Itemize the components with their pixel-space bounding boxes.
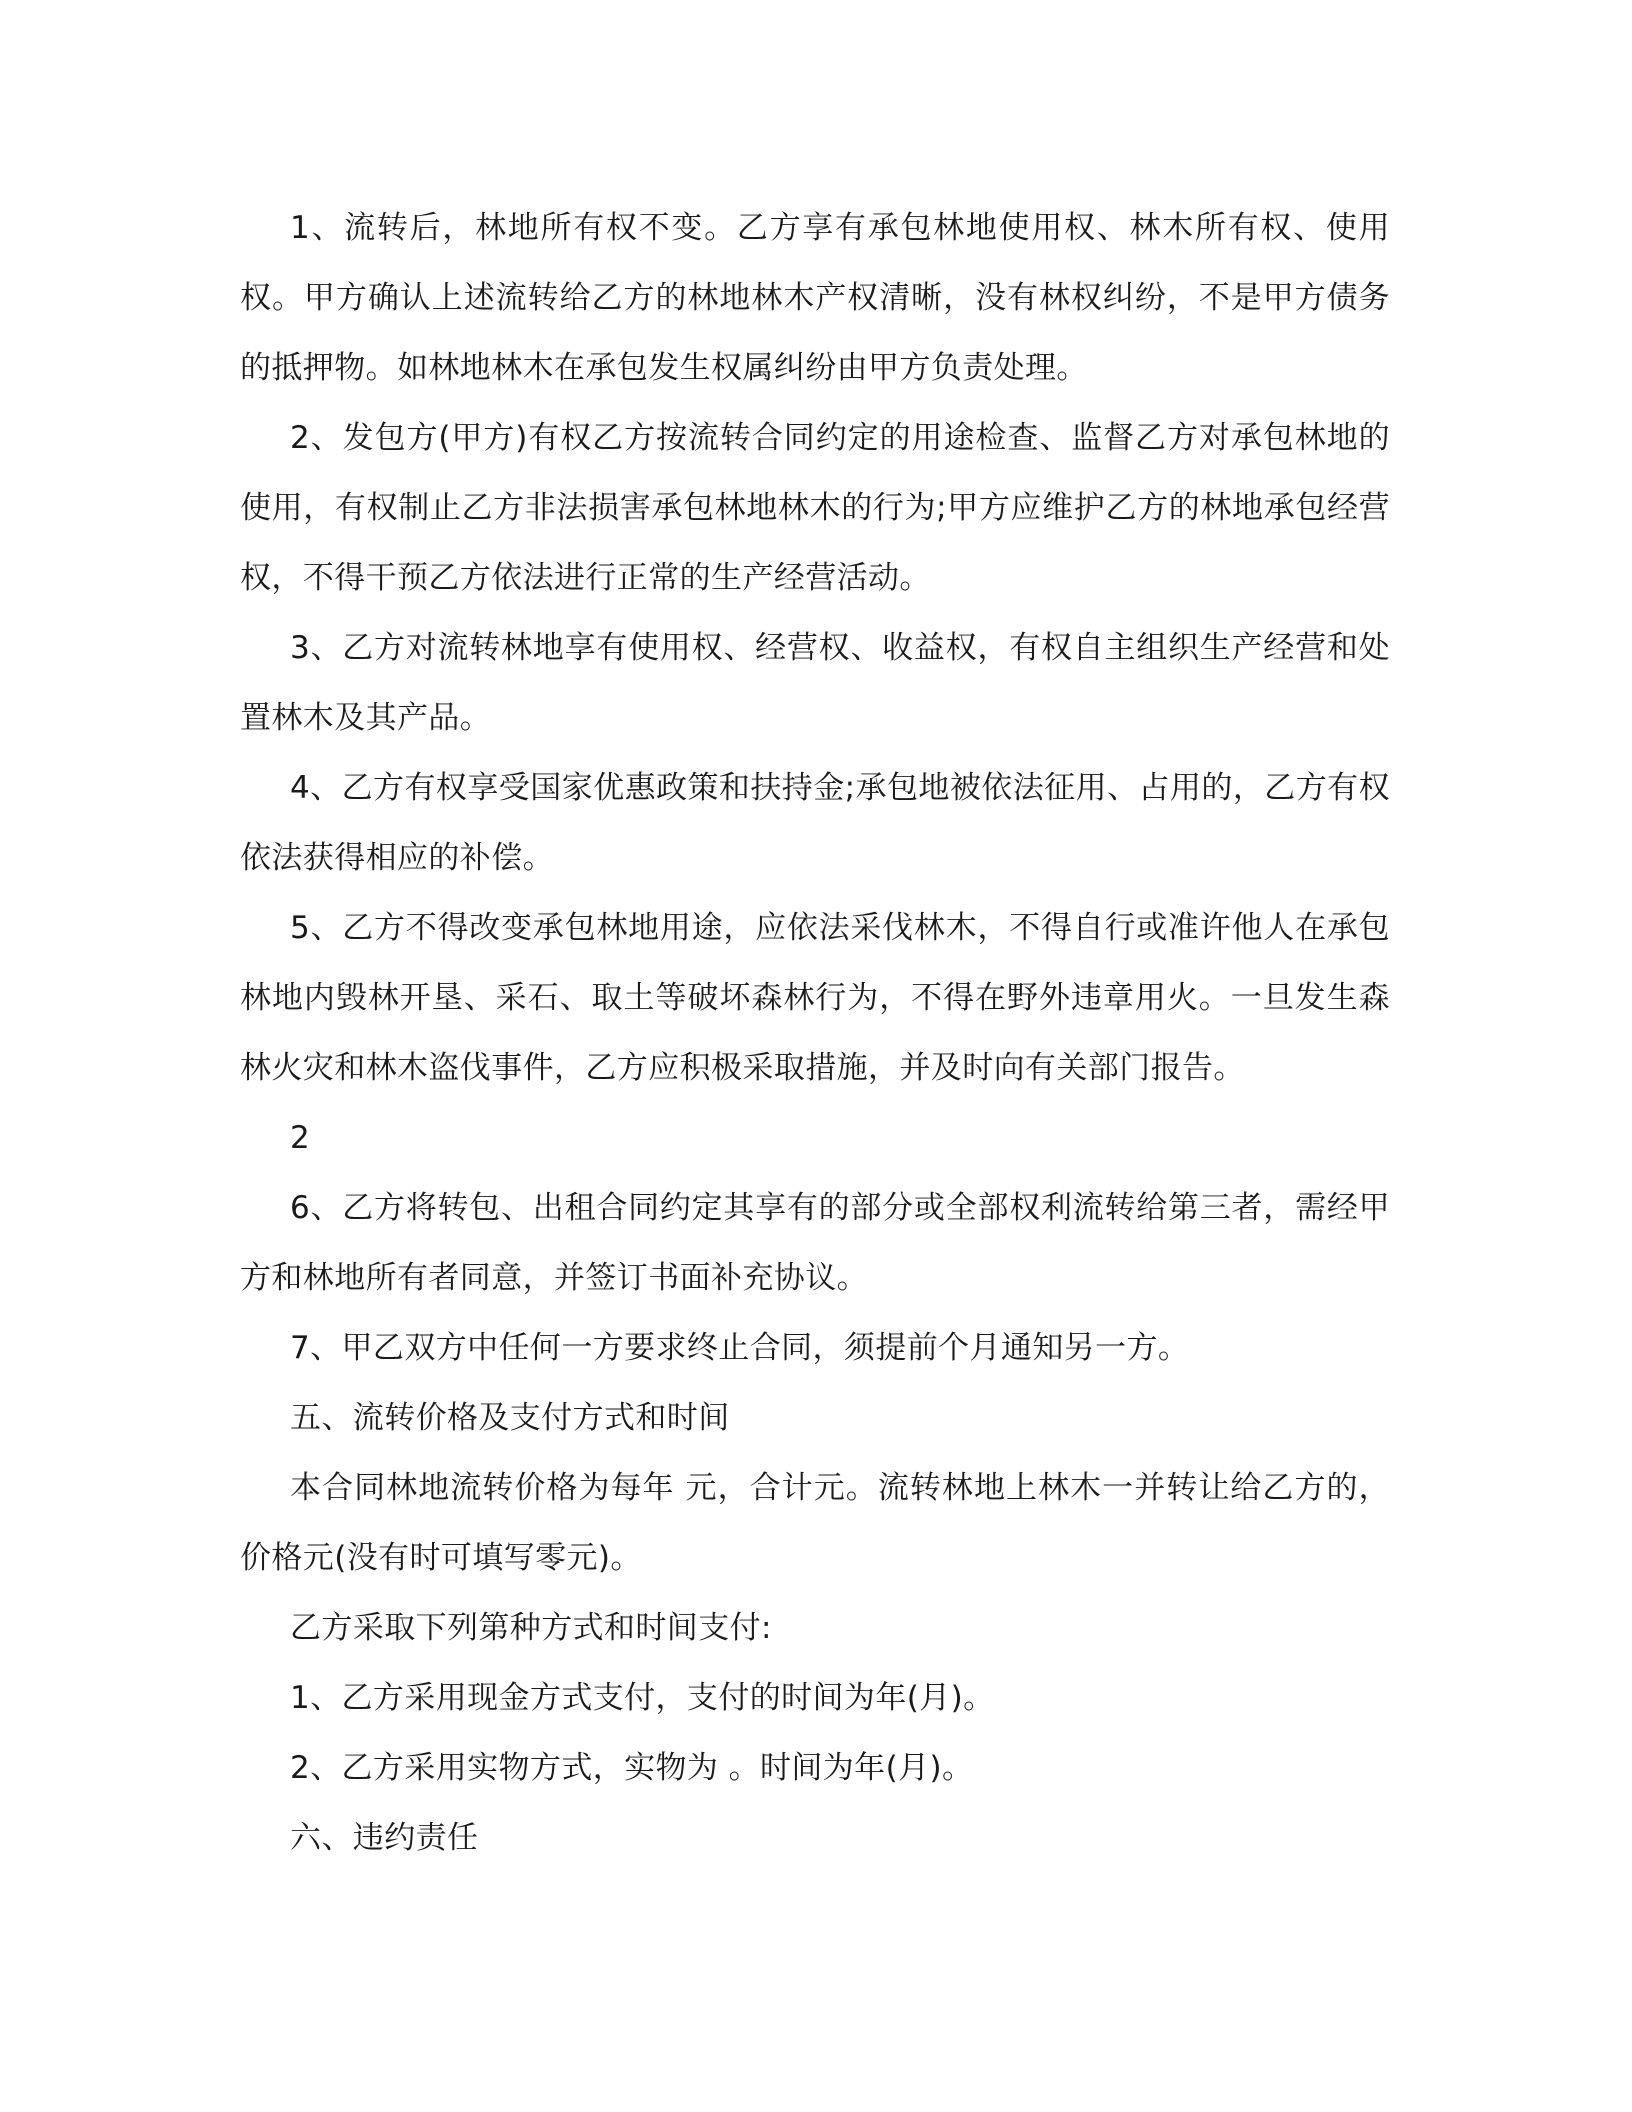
page-number: 2 bbox=[290, 1120, 311, 1156]
clause-6: 6、乙方将转包、出租合同约定其享有的部分或全部权利流转给第三者，需经甲方和林地所有者同意，并签订书面补充协议。 bbox=[240, 1190, 1390, 1296]
clause-5: 5、乙方不得改变承包林地用途，应依法采伐林木，不得自行或准许他人在承包林地内毁林开垦、采石、取土等破坏森林行为，不得在野外违章用火。一旦发生森林火灾和林木盗伐事件，乙方应积极采取措施，并及时向有关部门报告。 bbox=[240, 910, 1390, 1086]
payment-option-2: 2、乙方采用实物方式，实物为 。时间为年(月)。 bbox=[290, 1750, 974, 1786]
clause-3: 3、乙方对流转林地享有使用权、经营权、收益权，有权自主组织生产经营和处置林木及其产品。 bbox=[240, 630, 1390, 736]
price-paragraph: 本合同林地流转价格为每年 元，合计元。流转林地上林木一并转让给乙方的，价格元(没有时可填写零元)。 bbox=[240, 1470, 1390, 1576]
payment-intro: 乙方采取下列第种方式和时间支付: bbox=[290, 1610, 772, 1646]
clause-7: 7、甲乙双方中任何一方要求终止合同，须提前个月通知另一方。 bbox=[290, 1330, 1190, 1366]
payment-option-1: 1、乙方采用现金方式支付，支付的时间为年(月)。 bbox=[290, 1680, 995, 1716]
section-heading-5: 五、流转价格及支付方式和时间 bbox=[290, 1400, 730, 1436]
clause-1: 1、流转后，林地所有权不变。乙方享有承包林地使用权、林木所有权、使用权。甲方确认上述流转给乙方的林地林木产权清晰，没有林权纠纷，不是甲方债务的抵押物。如林地林木在承包发生权属纠纷由甲方负责处理。 bbox=[240, 210, 1390, 386]
clause-4: 4、乙方有权享受国家优惠政策和扶持金;承包地被依法征用、占用的，乙方有权依法获得相应的补偿。 bbox=[240, 770, 1390, 876]
clause-2: 2、发包方(甲方)有权乙方按流转合同约定的用途检查、监督乙方对承包林地的使用，有权制止乙方非法损害承包林地林木的行为;甲方应维护乙方的林地承包经营权，不得干预乙方依法进行正常的生产经营活动。 bbox=[240, 420, 1390, 596]
section-heading-6: 六、违约责任 bbox=[290, 1820, 479, 1856]
document-body bbox=[240, 193, 1390, 1873]
